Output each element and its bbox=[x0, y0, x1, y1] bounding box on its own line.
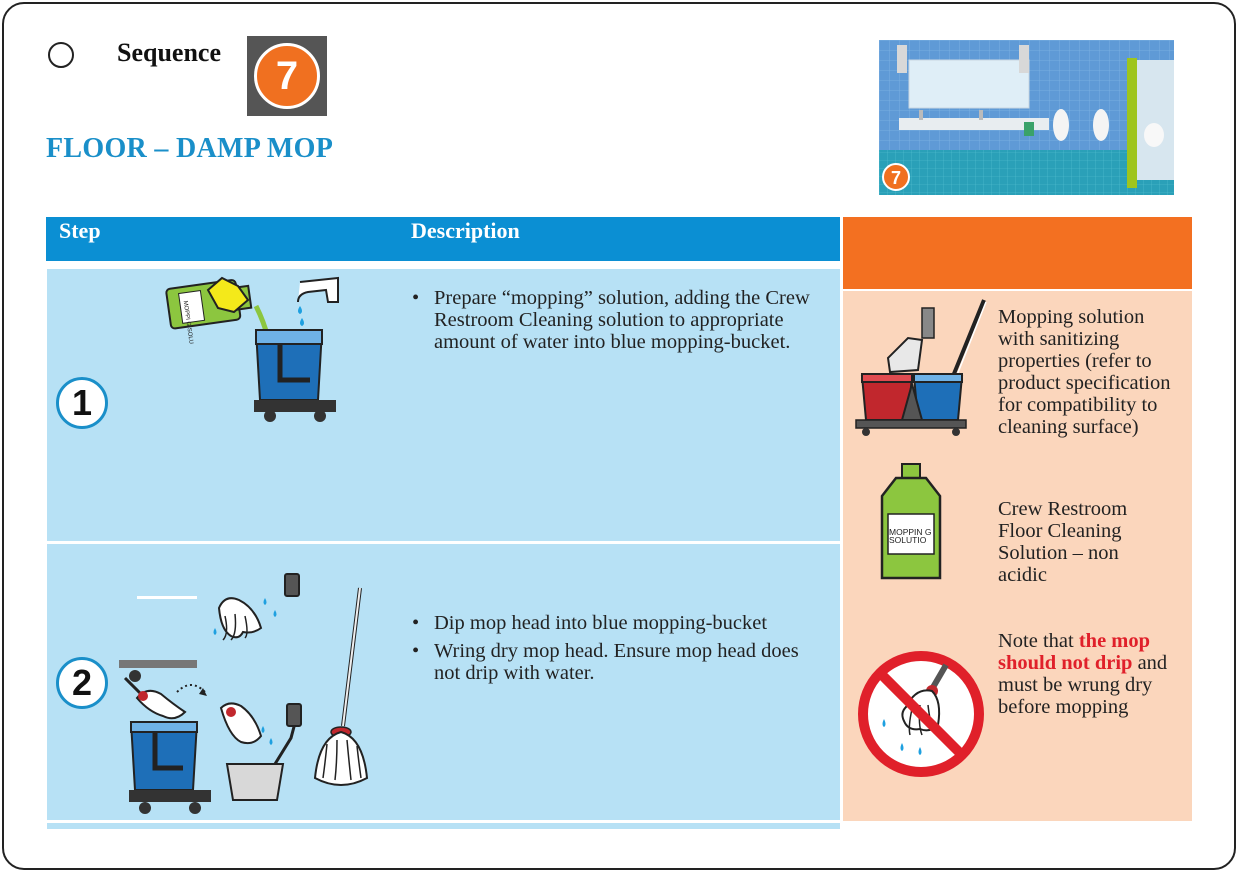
note-suffix: and must be wrung dry before mopping bbox=[998, 652, 1168, 718]
step-number-2: 2 bbox=[56, 657, 108, 709]
no-dripping-mop-icon bbox=[854, 647, 988, 781]
photo-badge: 7 bbox=[890, 168, 902, 188]
step-number-1: 1 bbox=[56, 377, 108, 429]
bottle-label: MOPPIN G SOLUTIO bbox=[889, 528, 932, 545]
step-2-description bbox=[410, 612, 825, 684]
small-bottle-label: MOPPI G SOLU bbox=[181, 300, 194, 345]
side-item-mopping-solution: Mopping solution with sanitizing properties (refer to product specification for compatibility to cleaning surface) bbox=[998, 306, 1171, 438]
sequence-radio[interactable] bbox=[48, 42, 74, 68]
table-row-spacer bbox=[47, 823, 840, 829]
sequence-badge bbox=[247, 36, 327, 116]
column-header-step: Step bbox=[59, 218, 101, 243]
sequence-number: 7 bbox=[254, 43, 320, 109]
note-prefix: Note that bbox=[998, 630, 1079, 652]
step-1-bullet: • Prepare “mopping” solution, adding the Crew Restroom Cleaning solution to appropriate amount of water into blue mopping-bucket. bbox=[410, 287, 825, 353]
restroom-photo bbox=[879, 40, 1174, 195]
step-2-illustration bbox=[115, 568, 375, 818]
step-2-bullet-1: • Dip mop head into blue mopping-bucket bbox=[410, 612, 825, 634]
side-note-no-drip bbox=[998, 630, 1183, 718]
cleaning-solution-bottle-icon bbox=[878, 462, 944, 584]
step-2-bullet-2: • Wring dry mop head. Ensure mop head does not drip with water. bbox=[410, 640, 825, 684]
page-title: FLOOR – DAMP MOP bbox=[46, 133, 334, 164]
note-highlight: the mop should not drip bbox=[998, 630, 1151, 674]
side-header bbox=[843, 217, 1192, 289]
step-1-illustration bbox=[160, 272, 350, 424]
sequence-label: Sequence bbox=[117, 38, 221, 67]
step-1-description bbox=[410, 287, 825, 353]
column-header-description: Description bbox=[411, 218, 520, 243]
side-item-floor-solution: Crew Restroom Floor Cleaning Solution – non acidic bbox=[998, 498, 1128, 586]
mop-bucket-trolley-icon bbox=[852, 298, 988, 438]
